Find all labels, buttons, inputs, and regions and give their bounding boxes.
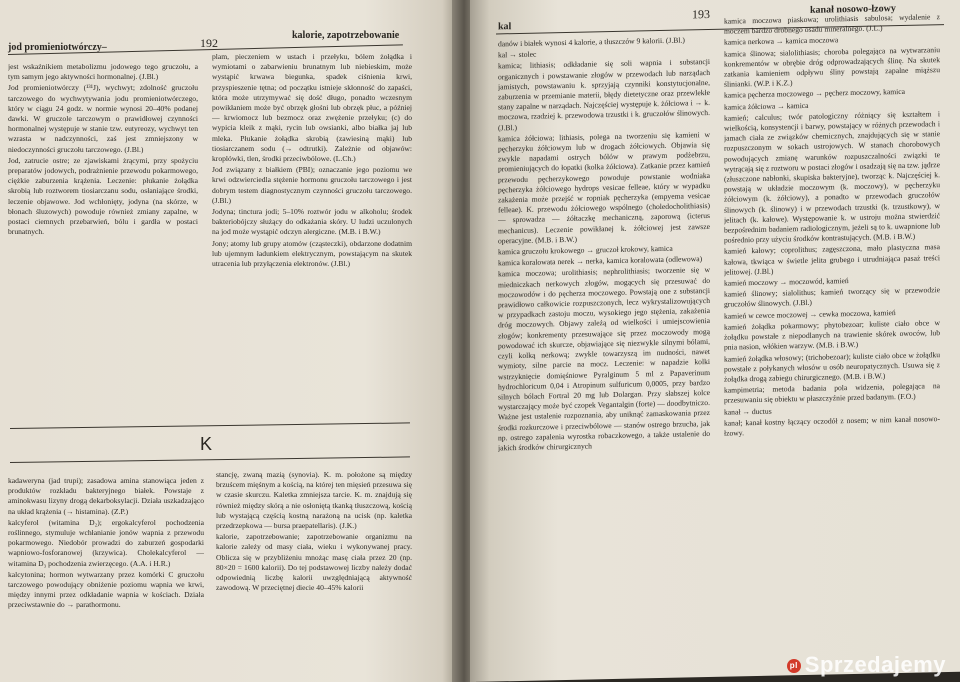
entry-kamien-zoladka-pokarmowy: kamień żołądka pokarmowy; phytobezoar; kuliste ciało obce w żołądku powstałe z niepodlanych na trawienie skórek owoców, lub pnia nasion, włókien warzyw. (M.B. i B.W.) (724, 318, 940, 352)
entry-kalorie-zapotrzebowanie: kalorie, zapotrzebowanie; zapotrzebowanie organizmu na kalorie zależy od masy ciała, wieku i wykonywanej pracy. Oblicza się w przybliżeniu mnożąc masę ciała przez 20 (np. 80×20 = 1600 kalorii). Do tej podstawowej liczby należy dodać odpowiednią liczbę kalorii uwzględniającą aktywność zawodową. W przeciętnej diecie 40–45% kalorii (216, 532, 412, 593)
entry-kamica-moczowa: kamica moczowa; urolithiasis; nephrolithiasis; tworzenie się w miedniczkach nerkowych złogów, mogących się przesuwać do moczowodów i do pęcherza moczowego. Powstają one z substancji prawidłowo całkowicie rozpuszczonych, lecz wykrystalizowujących w przypadkach zastoju moczu, wysokiego jego stężenia, zakażenia dróg moczowych. Objawy zależą od wielkości i umiejscowienia złogów; konkrementy przesuwające się przez moczowody mogą powodować ich skurcze, objawiające się niezwykle silnymi bólami, czyli kolką nerkową; zwykle towarzyszą im nudności, nawet wymioty, silne parcie na mocz. Leczenie: w napadzie kolki wstrzyknięcie domięśniowe Pyralginum 5 ml z Papaverinum hydrochloricum 0,04 i Atropinum sulfuricum 0,0005, przy bardzo silnych bólach Fortral 20 mg lub Dolargan. Przy słabszej kolce wystarczający może być czopek Vegantalgin (forte) — doodbytniczo. Ważne jest ustalenie rozpoznania, aby uniknąć zamaskowania przez środki rozkurczowe i przeciwbólowe — stanów ostrego brzucha, jak np. ostrego zapalenia wyrostka robaczkowego, a także ustalenie do jakich środków chirurgicznych (498, 265, 710, 453)
entry-kamien: kamień; calculus; twór patologiczny różniący się kształtem i wielkością, konsystencji i barwy, powstający w różnych przewodach i jamach ciała ze związków chemicznych, znajdujących się w stanie rozpuszczonym w sokach ustrojowych. W stanach chorobowych powodujących zmianę warunków rozpuszczalności związki te wytrącają się z roztworu w postaci złogów i osadzają się na tzw. jądrze (złuszczone nabłonki, skupiska bakteryjne), tworząc k. Najczęściej k. powstają w układzie moczowym (k. moczowy), w pęcherzyku żółciowym (k. żółciowy), a ponadto w przewodach gruczołów ślinowych (k. ślinowy) i w przewodach trzustki (k. trzustkowy), w jelitach (k. kałowe). Występowanie k. w ustroju można stwierdzić bezpośrednim badaniem radiologicznym, jeżeli są to k. uwapnione lub pośrednio przy użyciu środków kontrastujących. (M.B. i B.W.) (724, 108, 940, 245)
entry-kaletka-maziowa: stancję, zwaną mazią (synovia). K. m. położone są między brzuścem mięśnym a kością, na której ten mięsień przesuwa się w czasie skurczu. Kaletka zmniejsza tarcie. K. m. znajdują się również między skórą a nie osłoniętą tkanką tłuszczową, kością lub wystającą częścią kostną narażoną na ucisk (np. kaletka przedrzepkowa — bursa praepatellaris). (J.K.) (216, 470, 412, 531)
left-column-1-top (8, 62, 198, 422)
left-running-head-left: jod promieniotwórczy– (8, 42, 107, 53)
watermark (787, 652, 946, 678)
entry-kadaweryna: kadaweryna (jad trupi); zasadowa amina stanowiąca jeden z produktów rozkładu bakteryjnego białek. Powstaje z aminokwasu lizyny drogą dekarboksylacji. Działa uszkadzająco na układ krążenia (→ histamina). (Z.P.) (8, 476, 204, 516)
left-column-1-bottom (8, 476, 204, 682)
left-column-2-bottom (216, 470, 412, 682)
entry-kamica-slinowa: kamica ślinowa; sialolithiasis; choroba polegająca na wytwarzaniu konkrementów w obrębie dróg odprowadzających ślinę. Na skutek zatkania kamieniem odpływu śliny powstają zapalne miąższu ślinianki. (W.P. i K.Z.) (724, 44, 940, 89)
left-page-number: 192 (200, 36, 218, 50)
entry-kamien-slinowy: kamień ślinowy; sialolithus; kamień tworzący się w przewodzie gruczołów ślinowych. (J.Bl.) (724, 285, 940, 310)
entry-jod-metabolizm: jest wskaźnikiem metabolizmu jodowego tego gruczołu, a tym samym jego aktywności hormonalnej. (J.Bl.) (8, 62, 198, 82)
entry-jod-zatrucie: Jod, zatrucie ostre; ze zjawiskami żrącymi, przy spożyciu preparatów jodowych, podrażnienie przewodu pokarmowego, ciężkie zaburzenia krążenia. Leczenie: płukanie żołądka skrobią lub roztworem tiosiarczanu sodu, osłaniające środki, leczenie objawowe. Jod wchłonięty, jodyna (na skórze, w błonach śluzowych) powoduje również zmiany zapalne, w postaci ciemnych przebarwień, bólu i gardła w postaci brunatnych. (8, 155, 198, 237)
entry-kamien-kalowy: kamień kałowy; coprolithus; zagęszczona, mało plastyczna masa kałowa, tkwiąca w świetle jelita grubego i utrudniająca pasaż treści jelitowej. (J.Bl.) (724, 242, 940, 277)
entry-jod-zwiazany-z-bialkiem: Jod związany z białkiem (PBI); oznaczanie jego poziomu we krwi odzwierciedla stężenie hormonu gruczołu tarczowego i jest dobrym testem diagnostycznym czynności gruczołu tarczowego. (J.Bl.) (212, 165, 412, 205)
right-running-head-right: kanał nosowo-łzowy (810, 3, 896, 16)
entry-kamica-gruczolu-krokowego: kamica gruczołu krokowego → gruczoł krokowy, kamica (498, 243, 673, 257)
entry-kampimetria: kampimetria; metoda badania pola widzenia, polegająca na przesuwaniu się obiektu w płaszczyźnie przed badanym. (F.O.) (724, 381, 940, 405)
right-page (470, 0, 960, 682)
watermark-badge: pl (787, 659, 801, 673)
entry-kal: kal → stolec (498, 49, 537, 60)
entry-kamien-w-cewce: kamień w cewce moczowej → cewka moczowa, kamień (724, 307, 896, 321)
entry-kanal-ref: kanał → ductus (724, 406, 772, 417)
entry-kamien-zoladka-wlosowy: kamień żołądka włosowy; (trichobezoar); kuliste ciało obce w żołądku powstałe z połykanych włosów u osób neuropatycznych. Usuwa się z żołądka drogą zabiegu chirurgicznego. (M.B. i B.W.) (724, 349, 940, 384)
right-page-number: 193 (692, 6, 710, 22)
entry-jodyna: Jodyna; tinctura jodi; 5–10% roztwór jodu w alkoholu; środek bakteriobójczy służący do odkażania skóry. U ludzi uczulonych na jod może wystąpić odczyn alergiczne. (M.B. i B.W.) (212, 207, 412, 237)
entry-kamica-zolciowa-ref: kamica żółciowa → kamica (724, 100, 809, 112)
entry-kamica-nerkowa: kamica nerkowa → kamica moczowa (724, 35, 839, 48)
section-rule-bottom (10, 456, 410, 463)
entry-kanal: kanał; kanał kostny łączący oczodół z nosem; w nim kanał nosowo-łzowy. (724, 413, 940, 438)
left-running-head-right: kalorie, zapotrzebowanie (292, 30, 400, 41)
entry-kamica-koralowata: kamica koralowata nerek → nerka, kamica koralowata (odlewowa) (498, 254, 703, 268)
entry-kamica-pecherza: kamica pęcherza moczowego → pęcherz moczowy, kamica (724, 87, 906, 101)
entry-jony: Jony; atomy lub grupy atomów (cząsteczki), obdarzone dodatnim lub ujemnym ładunkiem elektrycznym, powstającym na skutek utracenia lub przyłączenia elektronów. (J.Bl.) (212, 238, 412, 269)
section-rule-top (10, 422, 410, 429)
right-column-1 (498, 35, 710, 679)
entry-kalcytonina: kalcytonina; hormon wytwarzany przez komórki C gruczołu tarczowego powodujący obniżenie poziomu wapnia we krwi, między innymi przez odkładanie wapnia w kościach. Działa przeciwstawnie do → parathormonu. (8, 569, 204, 610)
right-running-head-left: kal (498, 21, 512, 33)
left-column-2-top (212, 52, 412, 412)
entry-kalorie-cont: danów i białek wynosi 4 kalorie, a tłuszczów 9 kalorii. (J.Bl.) (498, 35, 685, 49)
entry-kalcyferol: kalcyferol (witamina D₂); ergokalcyferol pochodzenia roślinnego, stymuluje wchłanianie jonów wapnia z przewodu pokarmowego. Niedobór prowadzi do zaburzeń gospodarki wapniowo-fosforanowej (krzywica). Cholekalcyferol — witamina D₃ pochodzenia zwierzęcego. (A.A. i H.R.) (8, 517, 204, 568)
watermark-text: Sprzedajemy (804, 652, 946, 677)
entry-kamica: kamica; lithiasis; odkładanie się soli wapnia i substancji organicznych i powstawanie złogów w przewodach lub narządach jamistych, powstawaniu k. sprzyjają czynniki konstytucjonalne, zaburzenia w przemianie materii, błędy dietetyczne oraz przewlekłe stany zapalne w narządach. Najczęściej występuje k. żółciowa i → k. moczowa, rzadziej k. przewodowa trzustki i k. gruczołów ślinowych. (J.Bl.) (498, 57, 710, 133)
section-letter-k: K (200, 434, 213, 454)
right-column-2 (724, 12, 940, 677)
entry-kamica-zolciowa-def: kamica żółciowa; lithiasis, polega na tworzeniu się kamieni w pęcherzyku żółciowym lub w drogach żółciowych. Objawia się zwykle napadami ostrych bólów w prawym podżebrzu, promieniujących do łopatki (kolka żółciowa). Zatkanie przez kamień przewodu pęcherzykowego powoduje powstanie wodniaka pęcherzyka żółciowego hydrops vesicae felleae, który w wypadku zakażenia może przejść w ropniak pęcherzyka (empyema vesicae felleae). K. przewodu żółciowego wspólnego (choledocholithiasis) — sprowadza — żółtaczkę mechaniczną, zaporową (icterus mechanicus). Leczenie powikłanej k. żółciowej jest zawsze operacyjne. (M.B. i B.W.) (498, 129, 710, 246)
entry-jod-objawy: plam, pieczeniem w ustach i przełyku, bólem żołądka i wymiotami o zabarwieniu brunatnym lub niebieskim, może wystąpić krwawa biegunka, spadek ciśnienia krwi, przyspieszenie tętna; od początku istnieje skłonność do zapaści, która może utrzymywać się dość długo, ponadto wczesnym powikłaniem może być obrzęk głośni lub obrzęk płuc, a później — krwiomocz lub bezmocz oraz zwężenie przełyku; (c) do wypicia kleik z mąki, rycin lub owsianki, albo białka jaj lub mleka. Płukanie żołądka skrobią (zawiesiną mąki) lub tiosiarczanem sodu (→ odtrutki). Zależnie od objawów: kroplówki, tlen, środki przeciwbólowe. (L.Ch.) (212, 52, 412, 164)
left-page (0, 0, 456, 682)
entry-kamien-moczowy: kamień moczowy → moczowód, kamień (724, 276, 849, 288)
entry-kamica-moczowa-piaskowa: kamica moczowa piaskowa; urolithiasis sabulosa; wydalenie z moczem bardzo drobnego osadu mineralnego. (J.L.) (724, 12, 940, 36)
entry-jod-promieniotworczy-wychwyt: Jod promieniotwórczy (¹³¹J), wychwyt; zdolność gruczołu tarczowego do wychwytywania jodu promieniotwórczego, który w ciągu 24 godz. w normie wynosi 20–40% podanej dawki. W gruczole tarczowym o prawidłowej czynności hormonalnej występuje w stanie tzw. eutyreozy, wychwyt ten wzrasta w nadczynności, zaś jest zmniejszony w niedoczynności gruczołu tarczowego. (J.Bl.) (8, 83, 198, 154)
